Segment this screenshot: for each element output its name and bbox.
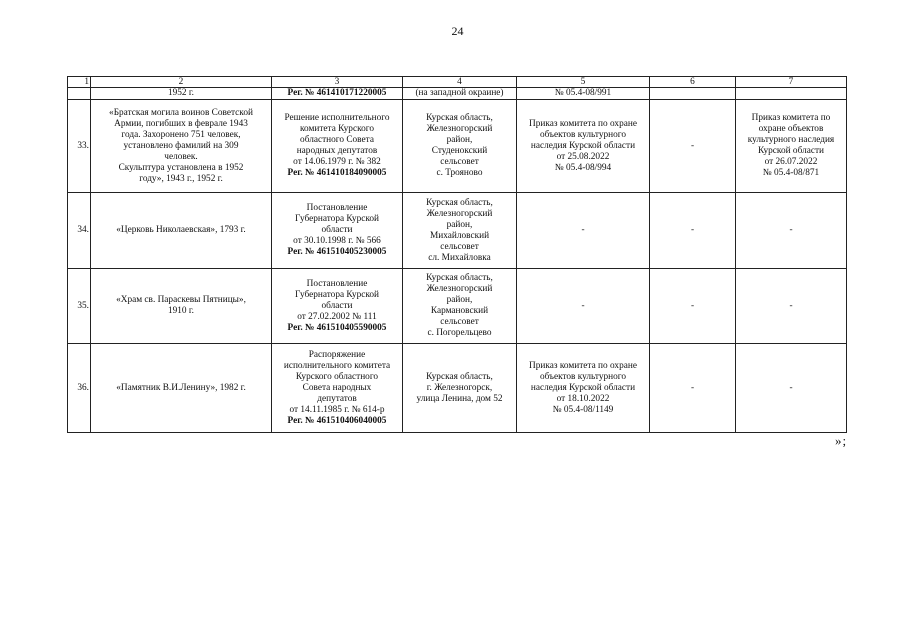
document-line: комитета Курского bbox=[299, 124, 375, 134]
document-line: областного Совета bbox=[300, 135, 374, 145]
column-header: 3 bbox=[272, 77, 403, 88]
document-line: депутатов bbox=[317, 393, 357, 404]
empty-cell bbox=[736, 88, 847, 100]
document-line: Распоряжение bbox=[308, 349, 366, 360]
page-number: 24 bbox=[451, 24, 464, 38]
registry-number: Рег. № 461510406040005 bbox=[287, 415, 387, 426]
order-line: наследия Курской области bbox=[530, 382, 636, 393]
document-line: Решение исполнительного bbox=[284, 113, 390, 123]
object-name-cell bbox=[91, 193, 272, 269]
object-name-line: году», 1943 г., 1952 г. bbox=[139, 173, 223, 184]
address-line: улица Ленина, дом 52 bbox=[416, 393, 503, 404]
registry-row bbox=[68, 344, 847, 433]
address-line: Курская область, bbox=[426, 113, 493, 123]
object-name-line: 1910 г. bbox=[167, 306, 194, 316]
column-6-cell: - bbox=[650, 100, 736, 193]
address-line: г. Железногорск, bbox=[426, 382, 493, 393]
column-6-cell: - bbox=[650, 193, 736, 269]
object-name-line: «Церковь Николаевская», 1793 г. bbox=[116, 225, 246, 235]
address-line: с. Погорельцево bbox=[427, 328, 492, 338]
address-line: сельсовет bbox=[440, 317, 479, 327]
address-line: Железногорский bbox=[426, 208, 493, 219]
document-line: исполнительного комитета bbox=[283, 360, 391, 371]
document-line: Постановление bbox=[306, 278, 368, 289]
document-line: от 27.02.2002 № 111 bbox=[297, 311, 377, 322]
column-7-cell bbox=[736, 269, 847, 344]
column-header: 2 bbox=[91, 77, 272, 88]
address-line: сельсовет bbox=[440, 157, 479, 167]
address-line: Курская область, bbox=[426, 197, 493, 208]
registry-number: Рег. № 461410171220005 bbox=[287, 88, 387, 98]
document-line: Губернатора Курской bbox=[294, 289, 380, 300]
order-line: № 05.4-08/1149 bbox=[552, 404, 614, 415]
object-name-line: установлено фамилий на 309 bbox=[123, 140, 239, 151]
column-header: 5 bbox=[517, 77, 650, 88]
order-line: объектов культурного bbox=[539, 129, 627, 140]
object-name-cell bbox=[91, 100, 272, 193]
order-line: от 25.08.2022 bbox=[556, 151, 610, 162]
order-line: объектов культурного bbox=[539, 371, 627, 382]
order-line: Приказ комитета по охране bbox=[529, 360, 637, 371]
address-line: район, bbox=[446, 295, 473, 305]
column-7-line: охране объектов bbox=[758, 124, 824, 134]
document-cell bbox=[272, 100, 403, 193]
document-line: от 14.06.1979 г. № 382 bbox=[293, 157, 381, 167]
object-name-cell bbox=[91, 344, 272, 433]
heritage-registry-table bbox=[67, 76, 847, 433]
document-line: области bbox=[321, 225, 353, 235]
object-name-line: Армии, погибших в феврале 1943 bbox=[114, 118, 248, 129]
document-line: Совета народных bbox=[302, 382, 372, 393]
column-7-line: № 05.4-08/871 bbox=[762, 168, 820, 178]
object-name-cell bbox=[91, 269, 272, 344]
address-line: Курская область, bbox=[426, 371, 493, 382]
address-cell bbox=[403, 100, 517, 193]
registry-number: Рег. № 461510405230005 bbox=[287, 247, 387, 257]
address-line: Железногорский bbox=[426, 284, 493, 294]
address-line: Кармановский bbox=[430, 306, 489, 316]
address-cell: (на западной окраине) bbox=[403, 88, 517, 100]
column-7-line: - bbox=[789, 225, 793, 235]
address-line: район, bbox=[446, 135, 473, 145]
address-line: сельсовет bbox=[440, 241, 479, 252]
document-line: Постановление bbox=[306, 203, 368, 213]
address-cell bbox=[403, 269, 517, 344]
order-line: от 18.10.2022 bbox=[556, 393, 610, 404]
document-line: Губернатора Курской bbox=[294, 214, 380, 224]
address-line: Курская область, bbox=[426, 273, 493, 283]
column-6-cell: - bbox=[650, 269, 736, 344]
registry-row bbox=[68, 269, 847, 344]
column-7-cell bbox=[736, 193, 847, 269]
registry-number: Рег. № 461410184090005 bbox=[287, 168, 387, 178]
document-cell bbox=[272, 344, 403, 433]
column-header: 6 bbox=[650, 77, 736, 88]
closing-quote-mark: »; bbox=[835, 433, 848, 448]
order-cell bbox=[517, 344, 650, 433]
order-line: - bbox=[581, 300, 585, 311]
document-line: области bbox=[321, 300, 353, 311]
registry-row bbox=[68, 193, 847, 269]
column-number-row bbox=[68, 77, 847, 88]
order-cell bbox=[517, 269, 650, 344]
address-line: сл. Михайловка bbox=[428, 252, 491, 263]
document-line: от 30.10.1998 г. № 566 bbox=[293, 236, 381, 246]
column-7-line: от 26.07.2022 bbox=[764, 157, 818, 167]
column-7-line: культурного наследия bbox=[747, 135, 835, 145]
registry-row bbox=[68, 100, 847, 193]
address-line: Михайловский bbox=[429, 230, 490, 241]
order-line: наследия Курской области bbox=[530, 140, 636, 151]
address-line: Железногорский bbox=[426, 124, 493, 134]
object-name-line: «Памятник В.И.Ленину», 1982 г. bbox=[116, 382, 246, 393]
column-header: 4 bbox=[403, 77, 517, 88]
empty-cell bbox=[650, 88, 736, 100]
registry-number-cell bbox=[272, 88, 403, 100]
object-name-line: Скульптура установлена в 1952 bbox=[118, 162, 244, 173]
order-cell bbox=[517, 193, 650, 269]
document-cell bbox=[272, 269, 403, 344]
column-header: 7 bbox=[736, 77, 847, 88]
registry-number: Рег. № 461510405590005 bbox=[287, 322, 387, 333]
column-7-line: - bbox=[789, 300, 793, 311]
column-7-line: Курской области bbox=[758, 146, 824, 156]
column-7-line: - bbox=[789, 382, 793, 393]
object-name-line: года. Захоронено 751 человек, bbox=[121, 129, 241, 140]
row-number-cell bbox=[68, 88, 91, 100]
row-number-cell: 36. bbox=[68, 344, 91, 433]
column-7-cell bbox=[736, 344, 847, 433]
column-7-line: Приказ комитета по bbox=[751, 113, 831, 123]
row-number-cell: 35. bbox=[68, 269, 91, 344]
document-line: народных депутатов bbox=[296, 146, 378, 156]
object-name-cell: 1952 г. bbox=[91, 88, 272, 100]
object-name-line: человек. bbox=[164, 151, 198, 162]
continuation-row bbox=[68, 88, 847, 100]
row-number-cell: 34. bbox=[68, 193, 91, 269]
order-line: - bbox=[581, 225, 585, 235]
address-line: с. Трояново bbox=[436, 168, 483, 178]
column-header: 1 bbox=[68, 77, 91, 88]
address-cell bbox=[403, 193, 517, 269]
object-name-line: «Братская могила воинов Советской bbox=[109, 107, 253, 118]
column-7-cell bbox=[736, 100, 847, 193]
address-cell bbox=[403, 344, 517, 433]
column-6-cell: - bbox=[650, 344, 736, 433]
object-name-line: «Храм св. Параскевы Пятницы», bbox=[116, 295, 246, 305]
document-line: от 14.11.1985 г. № 614-р bbox=[289, 404, 385, 415]
order-line: Приказ комитета по охране bbox=[529, 118, 637, 129]
order-cell: № 05.4-08/991 bbox=[517, 88, 650, 100]
document-cell bbox=[272, 193, 403, 269]
document-line: Курского областного bbox=[295, 371, 379, 382]
row-number-cell: 33. bbox=[68, 100, 91, 193]
address-line: Студенокский bbox=[431, 146, 488, 156]
order-cell bbox=[517, 100, 650, 193]
address-line: район, bbox=[446, 219, 473, 230]
order-line: № 05.4-08/994 bbox=[554, 162, 612, 173]
